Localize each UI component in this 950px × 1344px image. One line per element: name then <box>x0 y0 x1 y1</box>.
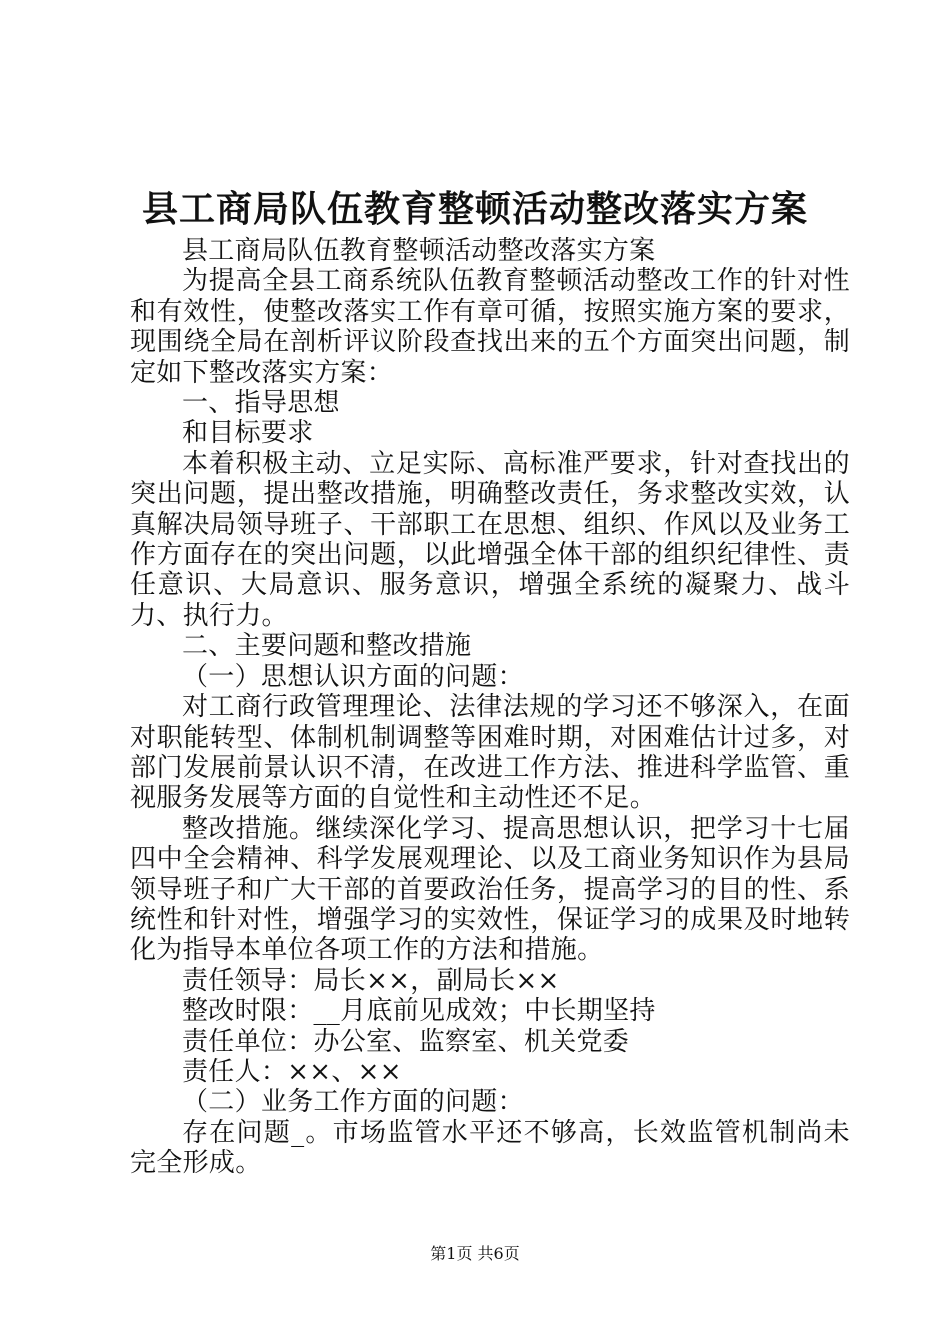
paragraph-ideology-problem: 对工商行政管理理论、法律法规的学习还不够深入，在面对职能转型、体制机制调整等困难时期，对困难估计过多，对部门发展前景认识不清，在改进工作方法、推进科学监管、重视服务发展等方面的自觉性和主动性还不足。 <box>130 692 850 814</box>
document-title: 县工商局队伍教育整顿活动整改落实方案 <box>141 188 808 230</box>
document-body <box>130 236 850 1179</box>
subheading-business-work: （二）业务工作方面的问题： <box>182 1087 524 1118</box>
line-responsible-person: 责任人：××、×× <box>182 1056 402 1087</box>
paragraph-business-problem: 存在问题_。市场监管水平还不够高，长效监管机制尚未完全形成。 <box>130 1117 850 1179</box>
line-responsible-leader: 责任领导：局长××，副局长×× <box>182 965 560 996</box>
heading-goals: 和目标要求 <box>182 418 314 449</box>
paragraph-guiding-content: 本着积极主动、立足实际、高标准严要求，针对查找出的突出问题，提出整改措施，明确整改责任，务求整改实效，认真解决局领导班子、干部职工在思想、组织、作风以及业务工作方面存在的突出问题，以此增强全体干部的组织纪律性、责任意识、大局意识、服务意识，增强全系统的凝聚力、战斗力、执行力。 <box>130 448 850 631</box>
line-deadline: 整改时限：__月底前见成效；中长期坚持 <box>182 996 656 1027</box>
page-number-footer: 第1页 共6页 <box>430 1244 520 1263</box>
paragraph-subtitle: 县工商局队伍教育整顿活动整改落实方案 <box>182 236 656 266</box>
paragraph-intro: 为提高全县工商系统队伍教育整顿活动整改工作的针对性和有效性，使整改落实工作有章可循，按照实施方案的要求，现围绕全局在剖析评议阶段查找出来的五个方面突出问题，制定如下整改落实方案： <box>130 266 850 388</box>
line-responsible-unit: 责任单位：办公室、监察室、机关党委 <box>182 1026 630 1057</box>
heading-guiding-thought: 一、指导思想 <box>182 388 340 419</box>
heading-main-problems: 二、主要问题和整改措施 <box>182 631 472 662</box>
subheading-ideology: （一）思想认识方面的问题： <box>182 661 524 692</box>
paragraph-rectification-measures: 整改措施。继续深化学习、提高思想认识，把学习十七届四中全会精神、科学发展观理论、以及工商业务知识作为县局领导班子和广大干部的首要政治任务，提高学习的目的性、系统性和针对性，增强学习的实效性，保证学习的成果及时地转化为指导本单位各项工作的方法和措施。 <box>130 813 850 966</box>
